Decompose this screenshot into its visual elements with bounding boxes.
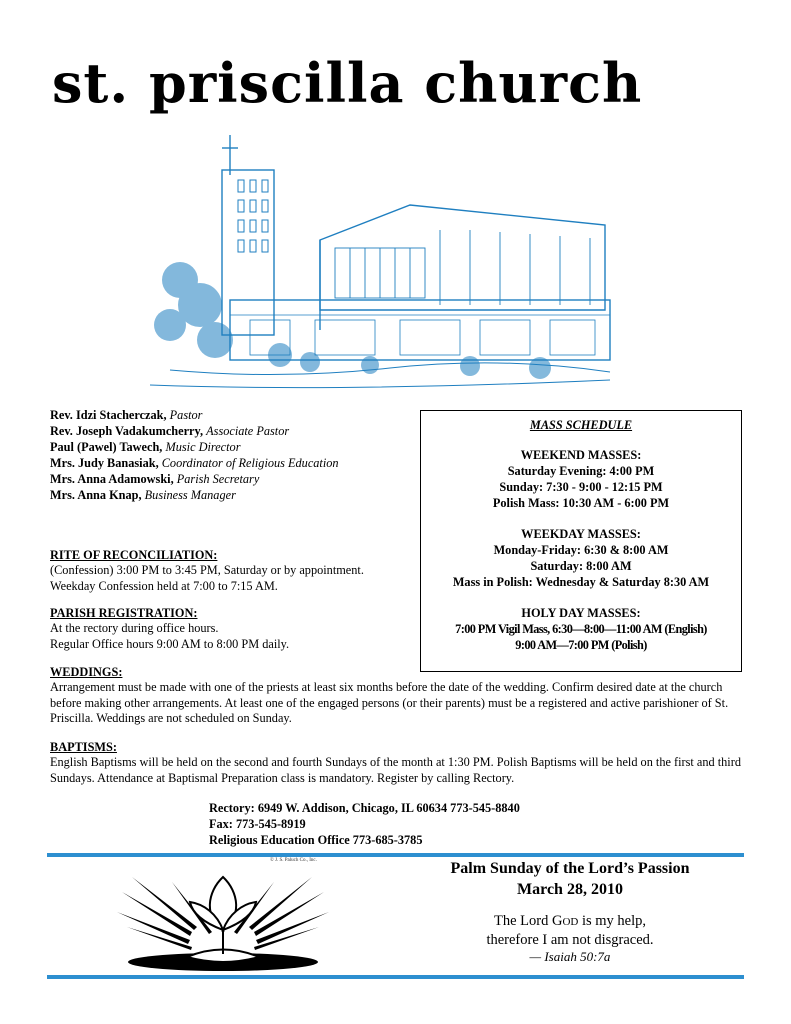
section-heading: WEDDINGS: xyxy=(50,665,123,679)
staff-row: Mrs. Anna Knap, Business Manager xyxy=(50,488,236,502)
reconciliation-section xyxy=(50,548,410,594)
quote-line: The Lord GOD is my help, xyxy=(493,913,646,929)
church-name: st. priscilla church xyxy=(52,51,643,115)
schedule-line: Polish Mass: 10:30 AM - 6:00 PM xyxy=(492,496,670,510)
section-heading: RITE OF RECONCILIATION: xyxy=(50,548,218,562)
section-heading: BAPTISMS: xyxy=(50,740,117,754)
scripture-citation: — Isaiah 50:7a xyxy=(529,949,611,964)
contact-block xyxy=(209,800,629,848)
mass-schedule-box xyxy=(420,410,742,672)
staff-row: Paul (Pawel) Tawech, Music Director xyxy=(50,440,241,454)
divider-top xyxy=(47,853,744,857)
schedule-line: Monday-Friday: 6:30 & 8:00 AM xyxy=(493,543,669,557)
section-text: English Baptisms will be held on the second and fourth Sundays of the month at 1:30 PM. Polish Baptisms will be held on the first and third Sundays. Attendance at Baptismal Preparation class is mandatory. Register by calling Rectory. xyxy=(50,755,741,785)
staff-row: Mrs. Judy Banasiak, Coordinator of Religious Education xyxy=(50,456,339,470)
holyday-heading: HOLY DAY MASSES: xyxy=(521,606,641,620)
weddings-section xyxy=(50,665,750,727)
rectory-address: Rectory: 6949 W. Addison, Chicago, IL 60634 773-545-8840 xyxy=(209,801,520,815)
religious-ed-phone: Religious Education Office 773-685-3785 xyxy=(209,833,423,847)
weekday-heading: WEEKDAY MASSES: xyxy=(521,527,641,541)
schedule-line: Saturday Evening: 4:00 PM xyxy=(507,464,655,478)
lily-palm-illustration xyxy=(112,862,334,974)
liturgy-title-line: Palm Sunday of the Lord’s Passion xyxy=(450,860,690,877)
section-text: Arrangement must be made with one of the priests at least six months before the date of the wedding. Confirm desired date at the church before making other arrangements. At least one of the engaged persons (or their parents) must be a registered and active parishioner of St. Priscilla. Weddings are not scheduled on Sunday. xyxy=(50,680,729,725)
registration-section xyxy=(50,606,410,652)
divider-bottom xyxy=(47,975,744,979)
schedule-line: Sunday: 7:30 - 9:00 - 12:15 PM xyxy=(499,480,663,494)
schedule-line: 9:00 AM—7:00 PM (Polish) xyxy=(515,638,647,652)
section-line: Weekday Confession held at 7:00 to 7:15 AM. xyxy=(50,578,278,593)
weekend-heading: WEEKEND MASSES: xyxy=(520,448,642,462)
liturgy-block xyxy=(400,858,740,965)
section-line: (Confession) 3:00 PM to 3:45 PM, Saturday or by appointment. xyxy=(50,563,364,577)
mass-schedule-heading: MASS SCHEDULE xyxy=(529,418,633,432)
schedule-line: Mass in Polish: Wednesday & Saturday 8:30 AM xyxy=(452,575,710,589)
church-illustration xyxy=(140,130,620,395)
staff-row: Rev. Joseph Vadakumcherry, Associate Pastor xyxy=(50,424,290,438)
staff-row: Mrs. Anna Adamowski, Parish Secretary xyxy=(50,472,260,486)
schedule-line: Saturday: 8:00 AM xyxy=(530,559,632,573)
schedule-line: 7:00 PM Vigil Mass, 6:30—8:00—11:00 AM (English) xyxy=(455,622,707,636)
liturgy-title xyxy=(400,858,740,900)
liturgy-date: March 28, 2010 xyxy=(517,881,623,898)
staff-list xyxy=(50,407,410,503)
staff-row: Rev. Idzi Stacherczak, Pastor xyxy=(50,408,203,422)
section-line: At the rectory during office hours. xyxy=(50,621,219,635)
page-title xyxy=(52,48,752,118)
copyright-notice: © J. S. Paluch Co., Inc. xyxy=(270,858,317,863)
section-line: Regular Office hours 9:00 AM to 8:00 PM daily. xyxy=(50,636,290,651)
quote-line: therefore I am not disgraced. xyxy=(486,932,654,948)
section-heading: PARISH REGISTRATION: xyxy=(50,606,198,620)
baptisms-section xyxy=(50,740,750,786)
fax-number: Fax: 773-545-8919 xyxy=(209,817,306,831)
scripture-quote xyxy=(400,912,740,949)
